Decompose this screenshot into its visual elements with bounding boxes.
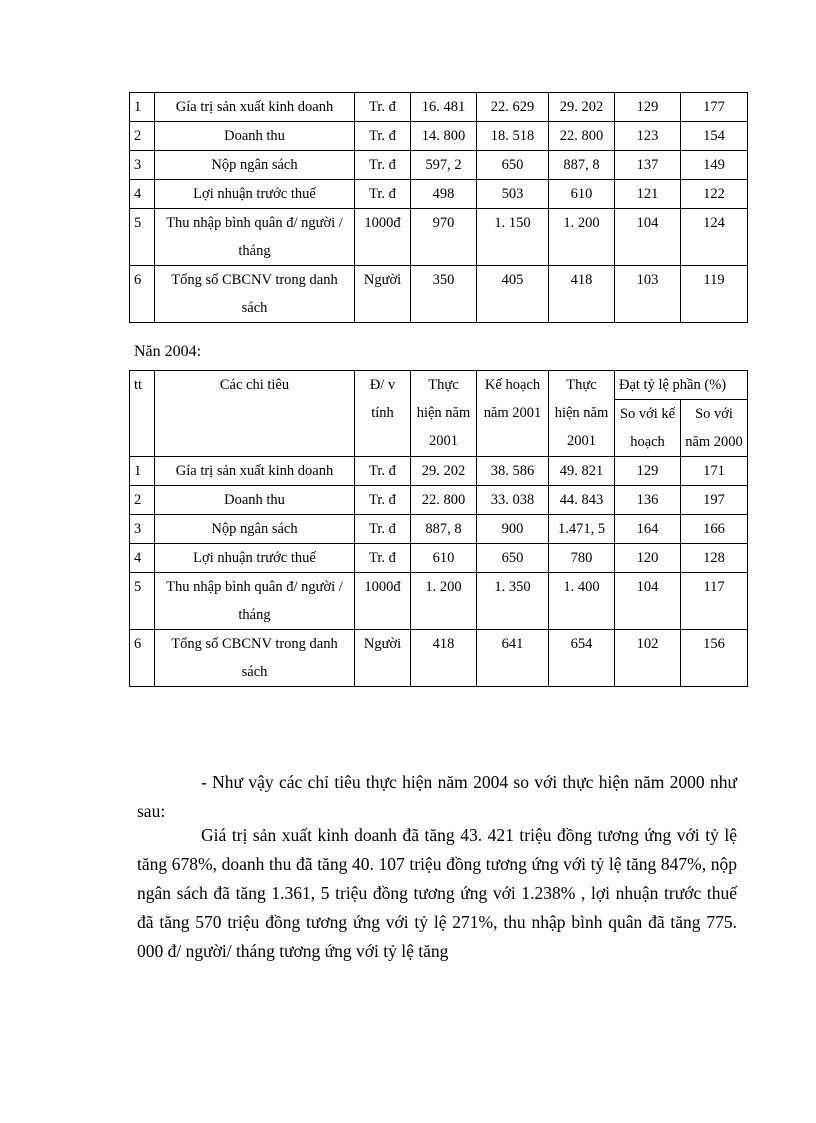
cell-value: 18. 518 [477, 122, 549, 151]
cell-value: 1. 150 [477, 209, 549, 266]
cell-tt: 3 [130, 151, 155, 180]
cell-value: 405 [477, 266, 549, 323]
table-row [130, 630, 748, 687]
cell-value: 164 [615, 515, 681, 544]
cell-value: 418 [549, 266, 615, 323]
cell-value: 1. 400 [549, 573, 615, 630]
cell-value: 970 [411, 209, 477, 266]
table-2004-summary [129, 370, 748, 687]
cell-value: 129 [615, 93, 681, 122]
cell-value: 650 [477, 544, 549, 573]
cell-value: 650 [477, 151, 549, 180]
cell-value: 166 [681, 515, 748, 544]
cell-unit: Tr. đ [355, 457, 411, 486]
cell-tt: 3 [130, 515, 155, 544]
cell-unit: Người [355, 630, 411, 687]
header-actual-a: Thực hiện năm 2001 [411, 371, 477, 457]
cell-value: 654 [549, 630, 615, 687]
cell-value: 1. 200 [549, 209, 615, 266]
cell-value: 171 [681, 457, 748, 486]
header-plan: Kế hoạch năm 2001 [477, 371, 549, 457]
table-row [130, 457, 748, 486]
cell-value: 124 [681, 209, 748, 266]
cell-tt: 5 [130, 209, 155, 266]
cell-indicator: Nộp ngân sách [155, 151, 355, 180]
cell-value: 136 [615, 486, 681, 515]
cell-value: 129 [615, 457, 681, 486]
summary-intro [137, 768, 737, 826]
cell-value: 103 [615, 266, 681, 323]
cell-value: 1.471, 5 [549, 515, 615, 544]
cell-value: 120 [615, 544, 681, 573]
summary-intro-text: - Như vậy các chỉ tiêu thực hiện năm 2004 so với thực hiện năm 2000 như sau: [137, 772, 737, 821]
table-row [130, 93, 748, 122]
cell-value: 22. 629 [477, 93, 549, 122]
cell-value: 128 [681, 544, 748, 573]
cell-indicator: Thu nhập bình quân đ/ người / tháng [155, 573, 355, 630]
cell-value: 121 [615, 180, 681, 209]
cell-value: 104 [615, 573, 681, 630]
cell-indicator: Gía trị sản xuất kinh doanh [155, 93, 355, 122]
cell-tt: 5 [130, 573, 155, 630]
cell-unit: Tr. đ [355, 180, 411, 209]
cell-value: 117 [681, 573, 748, 630]
cell-indicator: Doanh thu [155, 122, 355, 151]
cell-value: 641 [477, 630, 549, 687]
table-row [130, 209, 748, 266]
cell-indicator: Tổng số CBCNV trong danh sách [155, 630, 355, 687]
cell-value: 14. 800 [411, 122, 477, 151]
cell-value: 418 [411, 630, 477, 687]
cell-value: 887, 8 [411, 515, 477, 544]
cell-tt: 2 [130, 122, 155, 151]
header-actual-b: Thực hiện năm 2001 [549, 371, 615, 457]
cell-value: 22. 800 [549, 122, 615, 151]
cell-indicator: Nộp ngân sách [155, 515, 355, 544]
cell-unit: 1000đ [355, 573, 411, 630]
cell-indicator: Lợi nhuận trước thuế [155, 544, 355, 573]
table-2001-summary [129, 92, 748, 323]
cell-unit: Tr. đ [355, 151, 411, 180]
cell-unit: Tr. đ [355, 486, 411, 515]
cell-value: 350 [411, 266, 477, 323]
table-row [130, 515, 748, 544]
section-heading-2004: Năn 2004: [134, 343, 202, 360]
cell-value: 119 [681, 266, 748, 323]
cell-value: 503 [477, 180, 549, 209]
cell-value: 154 [681, 122, 748, 151]
table-row [130, 486, 748, 515]
cell-value: 33. 038 [477, 486, 549, 515]
cell-value: 177 [681, 93, 748, 122]
header-indicator: Các chi tiêu [155, 371, 355, 457]
cell-value: 1. 200 [411, 573, 477, 630]
cell-value: 900 [477, 515, 549, 544]
cell-value: 44. 843 [549, 486, 615, 515]
cell-value: 156 [681, 630, 748, 687]
cell-value: 149 [681, 151, 748, 180]
cell-tt: 1 [130, 93, 155, 122]
cell-tt: 1 [130, 457, 155, 486]
table-row [130, 151, 748, 180]
cell-value: 38. 586 [477, 457, 549, 486]
table-row [130, 266, 748, 323]
header-unit: Đ/ v tính [355, 371, 411, 457]
cell-value: 610 [549, 180, 615, 209]
cell-indicator: Thu nhập bình quân đ/ người / tháng [155, 209, 355, 266]
cell-tt: 2 [130, 486, 155, 515]
header-vs-plan: So với kế hoạch [615, 400, 681, 457]
table-header-row [130, 371, 748, 400]
cell-value: 29. 202 [549, 93, 615, 122]
cell-unit: Tr. đ [355, 544, 411, 573]
cell-value: 197 [681, 486, 748, 515]
summary-body-text: Giá trị sản xuất kinh doanh đã tăng 43. 421 triệu đồng tương ứng với tỷ lệ tăng 678%, doanh thu đã tăng 40. 107 triệu đồng tương ứng với tỷ lệ tăng 847%, nộp ngân sách đã tăng 1.361, 5 triệu đồng tương ứng với 1.238% , lợi nhuận trước thuế đã tăng 570 triệu đồng tương ứng với tỷ lệ 271%, thu nhập bình quân đã tăng 775. 000 đ/ người/ tháng tương ứng với tỷ lệ tăng [137, 825, 737, 961]
cell-tt: 6 [130, 630, 155, 687]
cell-value: 123 [615, 122, 681, 151]
cell-indicator: Gía trị sản xuất kinh doanh [155, 457, 355, 486]
table-row [130, 122, 748, 151]
cell-unit: Tr. đ [355, 122, 411, 151]
cell-value: 887, 8 [549, 151, 615, 180]
header-vs-2000: So với năm 2000 [681, 400, 748, 457]
table-row [130, 180, 748, 209]
cell-unit: Tr. đ [355, 93, 411, 122]
cell-value: 104 [615, 209, 681, 266]
table-row [130, 573, 748, 630]
cell-value: 1. 350 [477, 573, 549, 630]
cell-value: 122 [681, 180, 748, 209]
summary-body [137, 821, 737, 966]
cell-value: 597, 2 [411, 151, 477, 180]
cell-indicator: Tổng số CBCNV trong danh sách [155, 266, 355, 323]
header-ratio: Đạt tỷ lệ phần (%) [615, 371, 748, 400]
cell-indicator: Lợi nhuận trước thuế [155, 180, 355, 209]
cell-value: 102 [615, 630, 681, 687]
cell-value: 22. 800 [411, 486, 477, 515]
cell-tt: 4 [130, 180, 155, 209]
table-row [130, 544, 748, 573]
cell-value: 498 [411, 180, 477, 209]
cell-unit: 1000đ [355, 209, 411, 266]
cell-unit: Người [355, 266, 411, 323]
cell-indicator: Doanh thu [155, 486, 355, 515]
cell-tt: 6 [130, 266, 155, 323]
cell-value: 137 [615, 151, 681, 180]
cell-value: 49. 821 [549, 457, 615, 486]
cell-value: 16. 481 [411, 93, 477, 122]
cell-value: 780 [549, 544, 615, 573]
cell-value: 29. 202 [411, 457, 477, 486]
cell-value: 610 [411, 544, 477, 573]
cell-tt: 4 [130, 544, 155, 573]
cell-unit: Tr. đ [355, 515, 411, 544]
header-tt: tt [130, 371, 155, 457]
